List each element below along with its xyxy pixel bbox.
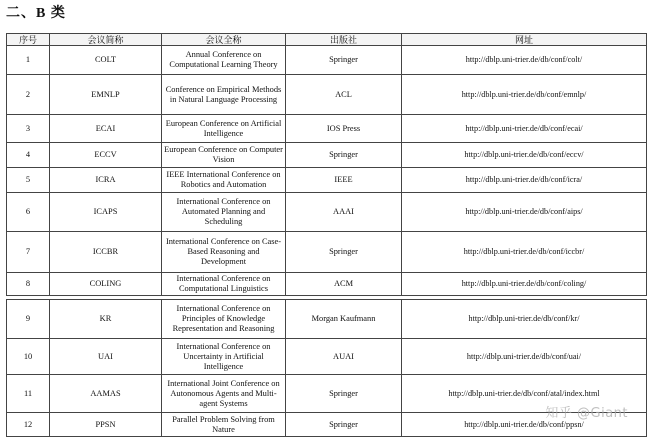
cell-full-name: International Conference on Computational Linguistics [162,273,286,296]
cell-no: 2 [7,75,50,115]
table-row [7,115,647,143]
cell-publisher: ACL [286,75,402,115]
cell-url[interactable]: http://dblp.uni-trier.de/db/conf/icra/ [402,168,647,193]
table-row [7,75,647,115]
cell-abbr: ECCV [50,143,162,168]
cell-url[interactable]: http://dblp.uni-trier.de/db/conf/eccv/ [402,143,647,168]
cell-url[interactable]: http://dblp.uni-trier.de/db/conf/atal/index.html [402,375,647,413]
cell-abbr: UAI [50,339,162,375]
cell-abbr: ICRA [50,168,162,193]
cell-publisher: Springer [286,46,402,75]
table-row [7,273,647,296]
cell-no: 5 [7,168,50,193]
cell-abbr: ICCBR [50,232,162,273]
cell-url[interactable]: http://dblp.uni-trier.de/db/conf/colt/ [402,46,647,75]
cell-no: 11 [7,375,50,413]
cell-abbr: EMNLP [50,75,162,115]
cell-abbr: ICAPS [50,193,162,232]
header-no: 序号 [7,34,50,46]
cell-no: 8 [7,273,50,296]
cell-abbr: COLING [50,273,162,296]
cell-url[interactable]: http://dblp.uni-trier.de/db/conf/ecai/ [402,115,647,143]
cell-no: 9 [7,300,50,339]
cell-no: 6 [7,193,50,232]
watermark: 知乎 @Giant [545,406,628,421]
cell-url[interactable]: http://dblp.uni-trier.de/db/conf/ppsn/ [402,413,647,437]
cell-publisher: Morgan Kaufmann [286,300,402,339]
cell-publisher: AUAI [286,339,402,375]
header-full-name: 会议全称 [162,34,286,46]
cell-publisher: IEEE [286,168,402,193]
table-row [7,300,647,339]
table-row [7,143,647,168]
cell-full-name: Parallel Problem Solving from Nature [162,413,286,437]
cell-publisher: Springer [286,143,402,168]
cell-no: 10 [7,339,50,375]
cell-no: 1 [7,46,50,75]
cell-full-name: International Conference on Uncertainty in Artificial Intelligence [162,339,286,375]
cell-url[interactable]: http://dblp.uni-trier.de/db/conf/iccbr/ [402,232,647,273]
cell-publisher: ACM [286,273,402,296]
section-title: 二、B 类 [6,6,66,21]
table-row [7,46,647,75]
cell-url[interactable]: http://dblp.uni-trier.de/db/conf/emnlp/ [402,75,647,115]
cell-full-name: International Joint Conference on Autonomous Agents and Multi-agent Systems [162,375,286,413]
table-row [7,232,647,273]
cell-publisher: Springer [286,232,402,273]
cell-full-name: International Conference on Case-Based Reasoning and Development [162,232,286,273]
header-publisher: 出版社 [286,34,402,46]
cell-url[interactable]: http://dblp.uni-trier.de/db/conf/aips/ [402,193,647,232]
cell-full-name: European Conference on Artificial Intelligence [162,115,286,143]
table-header-row [7,34,647,46]
conference-table [6,33,647,437]
cell-no: 4 [7,143,50,168]
cell-no: 12 [7,413,50,437]
cell-abbr: COLT [50,46,162,75]
cell-abbr: KR [50,300,162,339]
cell-url[interactable]: http://dblp.uni-trier.de/db/conf/uai/ [402,339,647,375]
cell-no: 3 [7,115,50,143]
cell-publisher: Springer [286,375,402,413]
table-row [7,168,647,193]
cell-full-name: European Conference on Computer Vision [162,143,286,168]
cell-full-name: IEEE International Conference on Robotics and Automation [162,168,286,193]
cell-publisher: AAAI [286,193,402,232]
cell-full-name: International Conference on Automated Planning and Scheduling [162,193,286,232]
cell-full-name: Annual Conference on Computational Learning Theory [162,46,286,75]
cell-abbr: ECAI [50,115,162,143]
table-row [7,193,647,232]
header-abbr: 会议简称 [50,34,162,46]
cell-publisher: IOS Press [286,115,402,143]
table-row [7,339,647,375]
cell-publisher: Springer [286,413,402,437]
cell-abbr: AAMAS [50,375,162,413]
cell-url[interactable]: http://dblp.uni-trier.de/db/conf/coling/ [402,273,647,296]
cell-abbr: PPSN [50,413,162,437]
header-url: 网址 [402,34,647,46]
cell-no: 7 [7,232,50,273]
cell-full-name: International Conference on Principles of Knowledge Representation and Reasoning [162,300,286,339]
cell-url[interactable]: http://dblp.uni-trier.de/db/conf/kr/ [402,300,647,339]
cell-full-name: Conference on Empirical Methods in Natural Language Processing [162,75,286,115]
